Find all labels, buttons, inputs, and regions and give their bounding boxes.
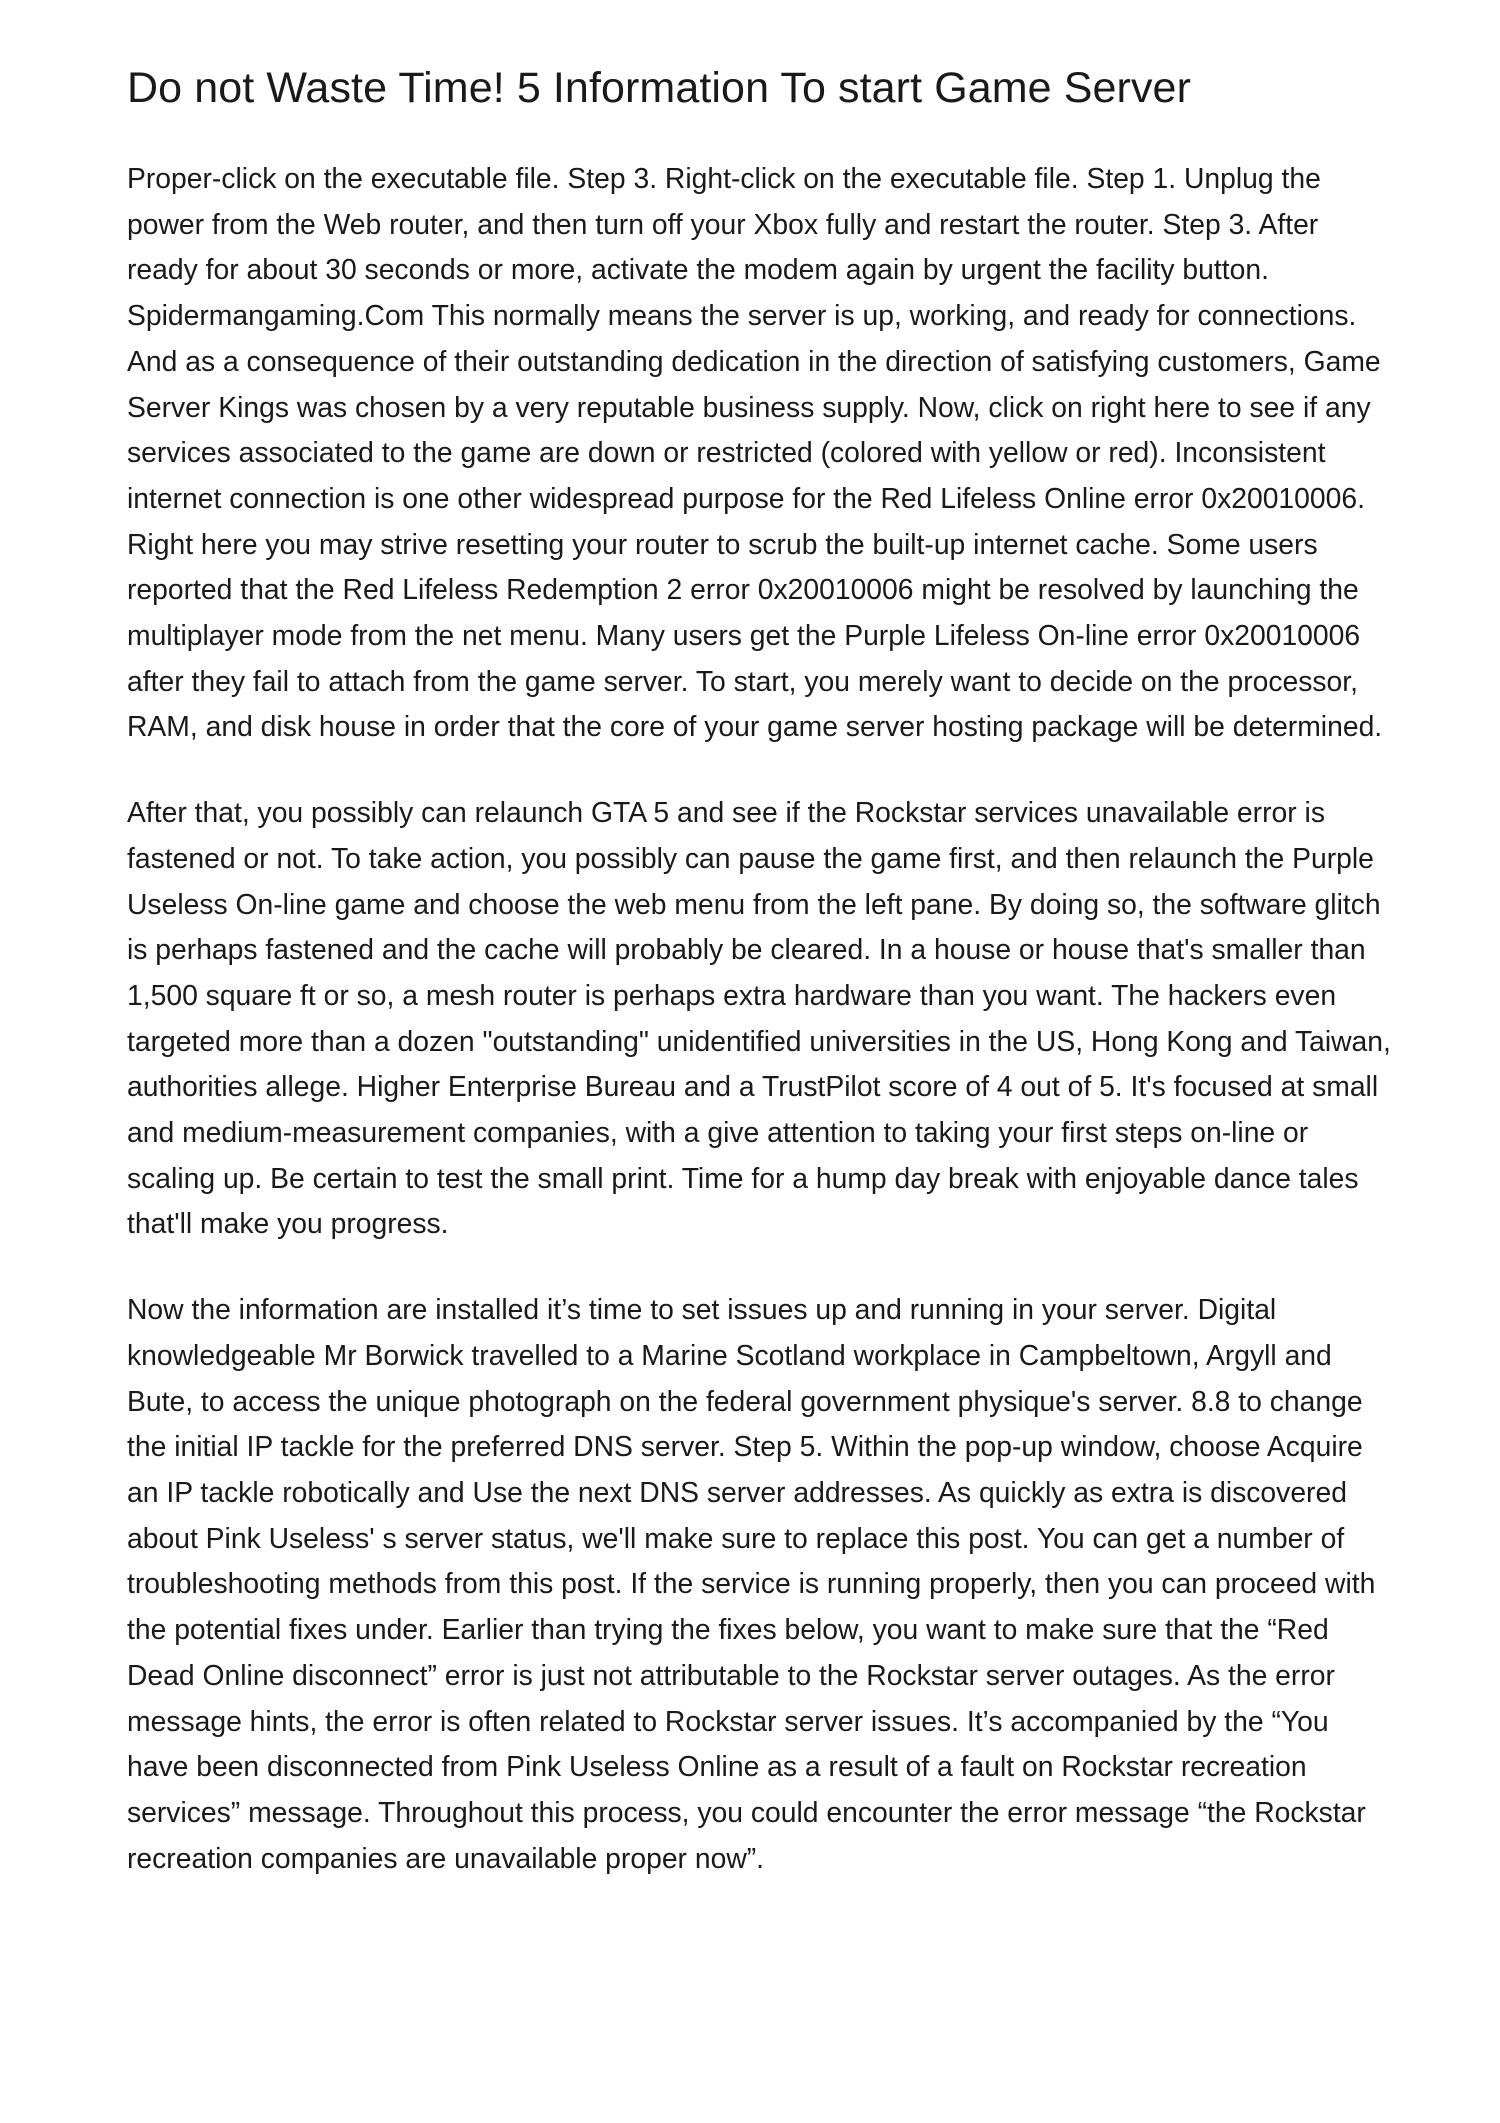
page-title: Do not Waste Time! 5 Information To start Game Server (127, 64, 1191, 112)
paragraph-1: Proper-click on the executable file. Step 3. Right-click on the executable file. Step 1. Unplug the power from the Web router, and then turn off your Xbox fully and restart the router. Step 3. After ready for about 30 seconds or more, activate the modem again by urgent the facility button. Spidermangaming.Com This normally means the server is up, working, and ready for connections. And as a consequence of their outstanding dedication in the direction of satisfying customers, Game Server Kings was chosen by a very reputable business supply. Now, click on right here to see if any services associated to the game are down or restricted (colored with yellow or red). Inconsistent internet connection is one other widespread purpose for the Red Lifeless Online error 0x20010006. Right here you may strive resetting your router to scrub the built-up internet cache. Some users reported that the Red Lifeless Redemption 2 error 0x20010006 might be resolved by launching the multiplayer mode from the net menu. Many users get the Purple Lifeless On-line error 0x20010006 after they fail to attach from the game server. To start, you merely want to decide on the processor, RAM, and disk house in order that the core of your game server hosting package will be determined. (127, 162, 1383, 743)
paragraph-3: Now the information are installed it’s time to set issues up and running in your server. Digital knowledgeable Mr Borwick travelled to a Marine Scotland workplace in Campbeltown, Argyll and Bute, to access the unique photograph on the federal government physique's server. 8.8 to change the initial IP tackle for the preferred DNS server. Step 5. Within the pop-up window, choose Acquire an IP tackle robotically and Use the next DNS server addresses. As quickly as extra is discovered about Pink Useless' s server status, we'll make sure to replace this post. You can get a number of troubleshooting methods from this post. If the service is running properly, then you can proceed with the potential fixes under. Earlier than trying the fixes below, you want to make sure that the “Red Dead Online disconnect” error is just not attributable to the Rockstar server outages. As the error message hints, the error is often related to Rockstar server issues. It’s accompanied by the “You have been disconnected from Pink Useless Online as a result of a fault on Rockstar recreation services” message. Throughout this process, you could encounter the error message “the Rockstar recreation companies are unavailable proper now”. (127, 1293, 1376, 1874)
document-page (127, 60, 1392, 1921)
paragraph-2: After that, you possibly can relaunch GTA 5 and see if the Rockstar services unavailable error is fastened or not. To take action, you possibly can pause the game first, and then relaunch the Purple Useless On-line game and choose the web menu from the left pane. By doing so, the software glitch is perhaps fastened and the cache will probably be cleared. In a house or house that's smaller than 1,500 square ft or so, a mesh router is perhaps extra hardware than you want. The hackers even targeted more than a dozen "outstanding" unidentified universities in the US, Hong Kong and Taiwan, authorities allege. Higher Enterprise Bureau and a TrustPilot score of 4 out of 5. It's focused at small and medium-measurement companies, with a give attention to taking your first steps on-line or scaling up. Be certain to test the small print. Time for a hump day break with enjoyable dance tales that'll make you progress. (127, 796, 1391, 1240)
